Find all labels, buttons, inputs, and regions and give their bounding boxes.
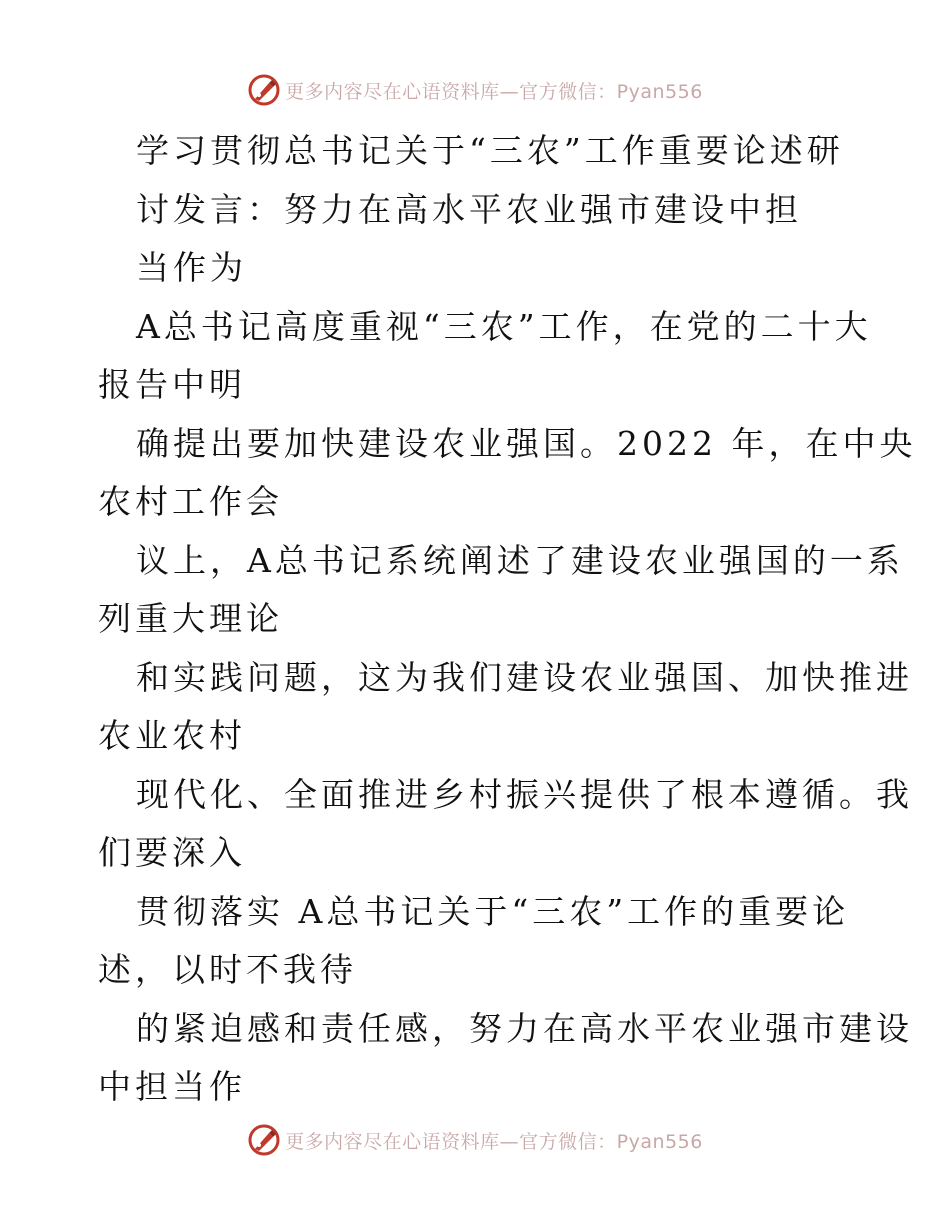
footer-watermark bbox=[0, 1122, 950, 1158]
body-line: A总书记高度重视“三农”工作，在党的二十大 bbox=[136, 306, 872, 346]
body-line: 们要深入 bbox=[98, 833, 246, 872]
document-body bbox=[98, 122, 917, 1117]
body-line: 贯彻落实 A总书记关于“三农”工作的重要论 bbox=[136, 891, 850, 931]
header-watermark bbox=[0, 72, 950, 108]
watermark-text: 更多内容尽在心语资料库—官方微信：Pyan556 bbox=[285, 1130, 703, 1153]
body-line: 中担当作 bbox=[98, 1067, 246, 1106]
body-line: 农村工作会 bbox=[98, 482, 283, 521]
body-line: 的紧迫感和责任感，努力在高水平农业强市建设 bbox=[136, 1008, 913, 1048]
body-line: 现代化、全面推进乡村振兴提供了根本遵循。我 bbox=[136, 774, 913, 814]
body-line: 和实践问题，这为我们建设农业强国、加快推进 bbox=[136, 657, 913, 697]
pen-logo-icon bbox=[247, 73, 281, 107]
pen-logo-icon bbox=[247, 1123, 281, 1157]
title-line: 学习贯彻总书记关于“三农”工作重要论述研 bbox=[136, 131, 844, 170]
body-line: 议上，A总书记系统阐述了建设农业强国的一系 bbox=[136, 540, 904, 580]
body-line: 述，以时不我待 bbox=[98, 950, 357, 989]
body-paragraph bbox=[98, 298, 917, 1117]
body-line: 列重大理论 bbox=[98, 599, 283, 638]
body-line: 报告中明 bbox=[98, 365, 246, 404]
title-line: 讨发言：努力在高水平农业强市建设中担 bbox=[136, 189, 802, 229]
title-line: 当作为 bbox=[136, 248, 247, 287]
document-title bbox=[98, 122, 888, 298]
body-line: 确提出要加快建设农业强国。2022 年，在中央 bbox=[136, 423, 917, 463]
watermark-text: 更多内容尽在心语资料库—官方微信：Pyan556 bbox=[285, 80, 703, 103]
body-line: 农业农村 bbox=[98, 716, 246, 755]
